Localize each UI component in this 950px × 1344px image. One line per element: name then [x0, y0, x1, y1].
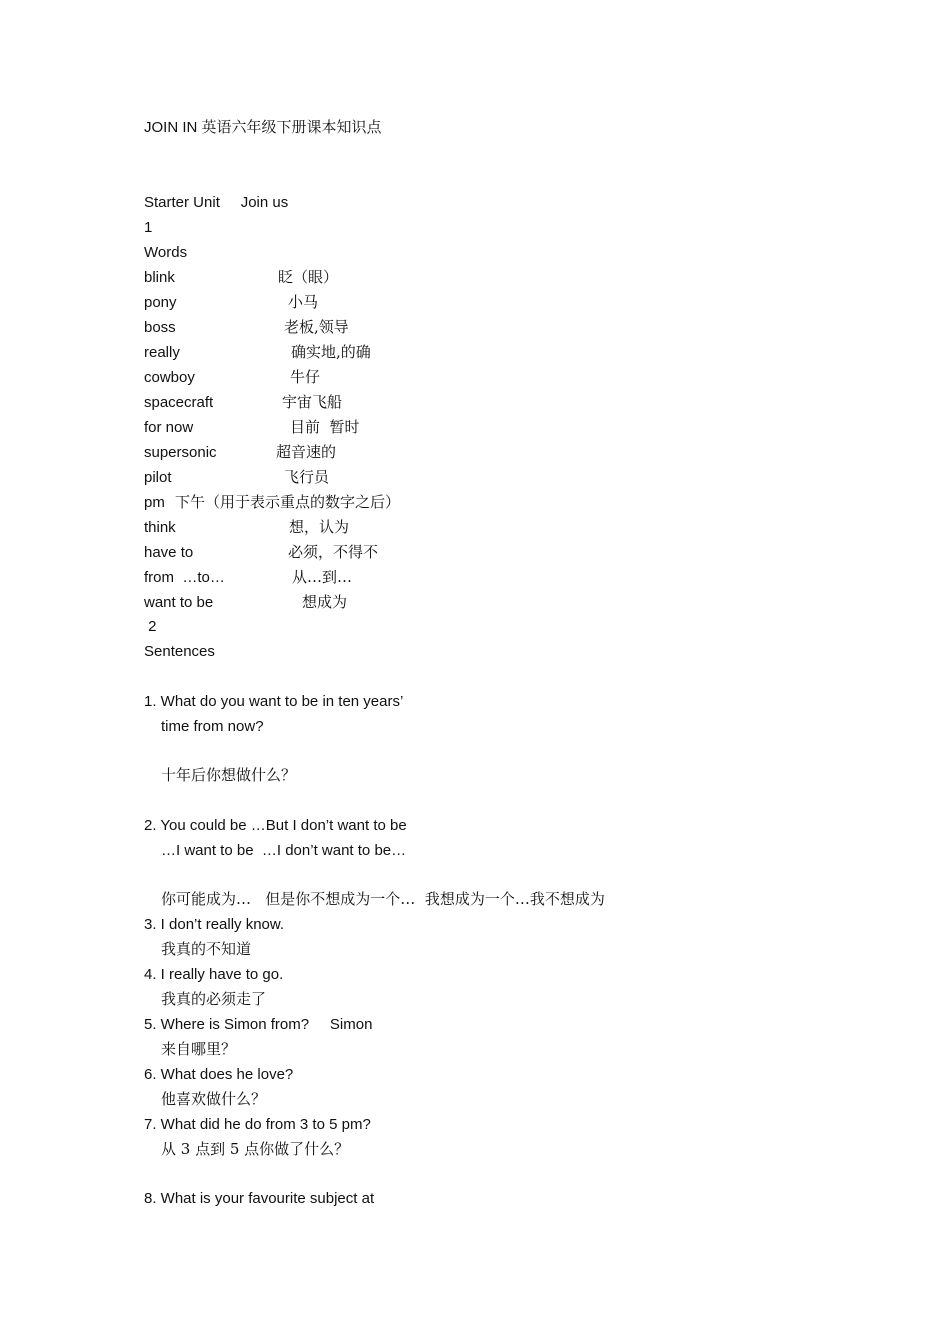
sentence-cn: 他喜欢做什么？ — [161, 1090, 267, 1108]
word-row — [144, 340, 544, 365]
word-en: for now — [144, 419, 194, 436]
word-zh: 宇宙飞船 — [282, 393, 343, 411]
word-en: want to be — [144, 594, 214, 611]
word-en: think — [144, 519, 176, 536]
section-label-words: Words — [144, 244, 188, 261]
sentence-en: time from now? — [161, 718, 264, 735]
word-en: blink — [144, 269, 175, 286]
word-zh: 想成为 — [302, 593, 348, 611]
section-label-sentences: Sentences — [144, 643, 215, 660]
word-en: cowboy — [144, 369, 195, 386]
sentence-en: 2. You could be …But I don’t want to be — [144, 817, 407, 834]
sentence-en: 7. What did he do from 3 to 5 pm? — [144, 1116, 371, 1133]
sentence-cn: 从 3 点到 5 点你做了什么？ — [161, 1140, 350, 1158]
sentence-en: 1. What do you want to be in ten years’ — [144, 693, 404, 710]
word-zh: 必须，不得不 — [288, 543, 379, 561]
word-row — [144, 565, 544, 590]
sentence-en: …I want to be …I don’t want to be… — [161, 842, 407, 859]
word-row — [144, 490, 544, 515]
document-title: JOIN IN 英语六年级下册课本知识点 — [144, 119, 382, 136]
word-zh: 小马 — [288, 293, 319, 311]
word-row — [144, 515, 544, 540]
section-number: 2 — [144, 618, 157, 635]
word-zh: 牛仔 — [290, 368, 321, 386]
word-zh: 老板,领导 — [284, 318, 349, 336]
word-row — [144, 440, 544, 465]
sentence-cn: 十年后你想做什么？ — [161, 766, 297, 784]
word-zh: 飞行员 — [284, 468, 330, 486]
section-number: 1 — [144, 219, 153, 236]
word-en: supersonic — [144, 444, 217, 461]
word-row — [144, 590, 544, 615]
word-zh: 确实地,的确 — [291, 343, 371, 361]
word-row — [144, 415, 544, 440]
word-zh: 目前 暂时 — [290, 418, 360, 436]
word-en: really — [144, 344, 180, 361]
word-en: have to — [144, 544, 194, 561]
word-en: spacecraft — [144, 394, 214, 411]
sentence-cn: 你可能成为… 但是你不想成为一个… 我想成为一个…我不想成为 — [161, 890, 605, 908]
word-en: boss — [144, 319, 176, 336]
sentence-en: 6. What does he love? — [144, 1066, 294, 1083]
word-row — [144, 290, 544, 315]
word-zh: 想，认为 — [289, 518, 350, 536]
sentence-cn: 我真的不知道 — [161, 940, 252, 958]
word-en: pony — [144, 294, 177, 311]
word-row — [144, 265, 544, 290]
word-row — [144, 315, 544, 340]
word-row — [144, 390, 544, 415]
word-en: from …to… — [144, 569, 225, 586]
sentence-en: 3. I don’t really know. — [144, 916, 285, 933]
word-row — [144, 540, 544, 565]
unit-heading: Starter Unit Join us — [144, 194, 289, 211]
sentence-en: 8. What is your favourite subject at — [144, 1190, 375, 1207]
word-zh: 超音速的 — [276, 443, 337, 461]
sentence-en: 4. I really have to go. — [144, 966, 284, 983]
word-en: pilot — [144, 469, 172, 486]
word-zh: 从…到… — [292, 568, 353, 586]
sentence-cn: 我真的必须走了 — [161, 990, 267, 1008]
word-en: pm — [144, 494, 165, 511]
word-row — [144, 365, 544, 390]
word-zh: 眨（眼） — [278, 268, 339, 286]
word-row — [144, 465, 544, 490]
sentence-cn: 来自哪里？ — [161, 1040, 237, 1058]
word-zh: 下午（用于表示重点的数字之后） — [175, 493, 401, 511]
sentence-en: 5. Where is Simon from? Simon — [144, 1016, 373, 1033]
